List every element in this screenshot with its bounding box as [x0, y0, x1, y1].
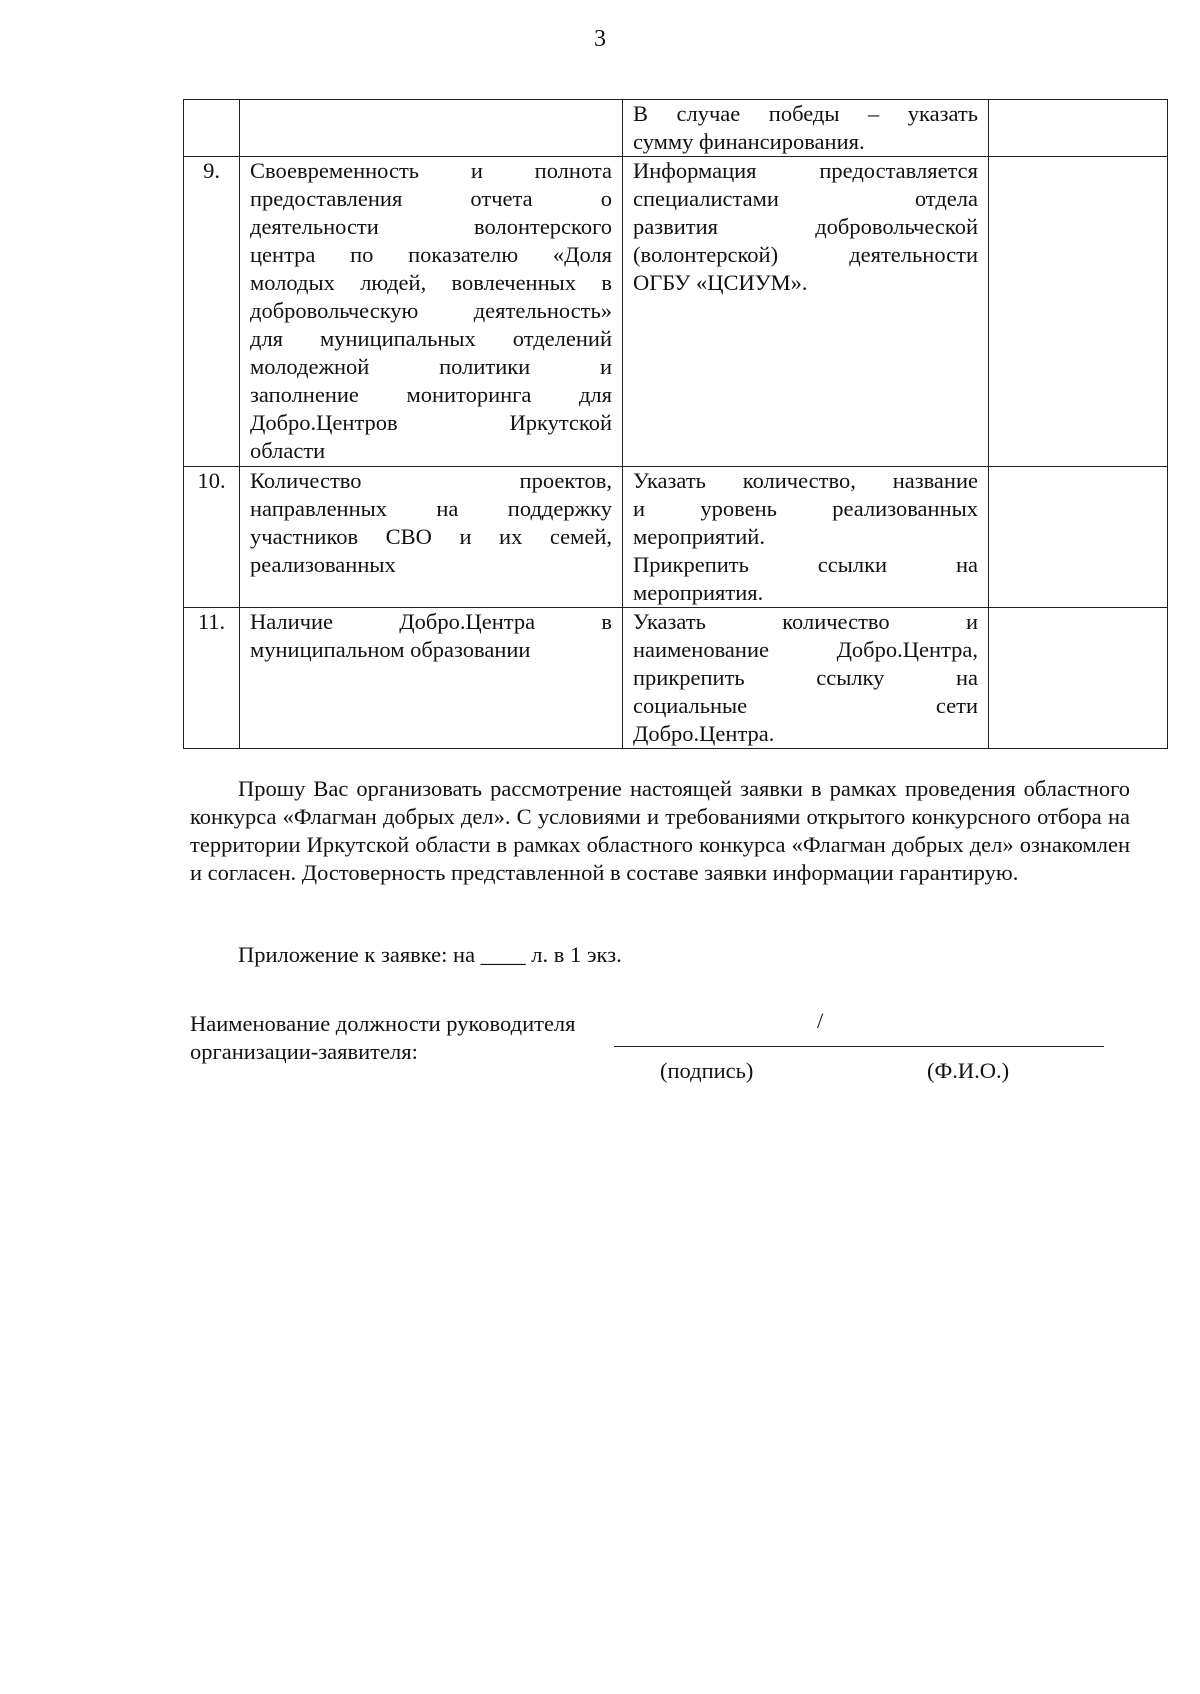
criterion-cell-line: Количество проектов, [250, 468, 612, 493]
info-cell-line: социальные сети [633, 693, 978, 718]
info-cell-line: специалистами отдела [633, 186, 978, 211]
score-cell [989, 608, 1168, 749]
info-cell-line: наименование Добро.Центра, [633, 637, 978, 662]
criterion-cell-line: добровольческую деятельность» [250, 298, 612, 323]
table-row [184, 157, 1168, 467]
info-cell-line: мероприятий. [633, 524, 765, 549]
criterion-cell-line: молодежной политики и [250, 354, 612, 379]
info-cell-line: Прикрепить ссылки на [633, 552, 978, 577]
info-cell-line: Указать количество и [633, 609, 978, 634]
criterion-cell-line: предоставления отчета о [250, 186, 612, 211]
criterion-cell-line: молодых людей, вовлеченных в [250, 270, 612, 295]
criterion-cell-line: Наличие Добро.Центра в [250, 609, 612, 634]
info-cell-line: Указать количество, название [633, 468, 978, 493]
criterion-cell-line: муниципальном образовании [250, 637, 531, 662]
row-number [184, 100, 240, 157]
criterion-cell-line: реализованных [250, 552, 396, 577]
info-cell-line: Информация предоставляется [633, 158, 978, 183]
criterion-cell-line: Добро.Центров Иркутской [250, 410, 612, 435]
criterion-cell [240, 608, 623, 749]
row-number: 11. [184, 608, 240, 749]
row-number: 9. [184, 157, 240, 467]
appendix-line: Приложение к заявке: на ____ л. в 1 экз. [238, 942, 622, 967]
signature-slash: / [817, 1008, 824, 1033]
criterion-cell-line: области [250, 438, 326, 463]
info-cell-line: и уровень реализованных [633, 496, 978, 521]
score-cell [989, 157, 1168, 467]
score-cell [989, 467, 1168, 608]
page-number: 3 [594, 26, 606, 52]
info-cell-line: В случае победы – указать [633, 101, 978, 126]
criteria-table [183, 99, 1168, 749]
criterion-cell-line: деятельности волонтерского [250, 214, 612, 239]
info-cell-line: развития добровольческой [633, 214, 978, 239]
signature-line [614, 1046, 1104, 1047]
table-row [184, 608, 1168, 749]
signature-label-line2: организации-заявителя: [190, 1039, 418, 1064]
criterion-cell-line: для муниципальных отделений [250, 326, 612, 351]
table-row [184, 467, 1168, 608]
criterion-cell [240, 157, 623, 467]
criterion-cell-line: Своевременность и полнота [250, 158, 612, 183]
signature-caption: (подпись) [660, 1058, 754, 1083]
info-cell-line: сумму финансирования. [633, 129, 865, 154]
info-cell [623, 608, 989, 749]
table-row [184, 100, 1168, 157]
request-paragraph: Прошу Вас организовать рассмотрение настоящей заявки в рамках проведения областного конкурса «Флагман добрых дел». С условиями и требованиями открытого конкурсного отбора на территории Иркутской области в рамках областного конкурса «Флагман добрых дел» ознакомлен и согласен. Достоверность представленной в составе заявки информации гарантирую. [190, 776, 1130, 885]
criterion-cell-line: заполнение мониторинга для [250, 382, 612, 407]
row-number: 10. [184, 467, 240, 608]
info-cell [623, 157, 989, 467]
info-cell [623, 100, 989, 157]
info-cell-line: прикрепить ссылку на [633, 665, 978, 690]
info-cell-line: Добро.Центра. [633, 721, 775, 746]
signature-label [190, 1010, 576, 1066]
info-cell-line: ОГБУ «ЦСИУМ». [633, 270, 808, 295]
criterion-cell-line: участников СВО и их семей, [250, 524, 612, 549]
info-cell-line: мероприятия. [633, 580, 764, 605]
score-cell [989, 100, 1168, 157]
info-cell-line: (волонтерской) деятельности [633, 242, 978, 267]
criterion-cell-line: направленных на поддержку [250, 496, 612, 521]
signature-label-line1: Наименование должности руководителя [190, 1011, 576, 1036]
info-cell [623, 467, 989, 608]
criterion-cell [240, 100, 623, 157]
full-name-caption: (Ф.И.О.) [927, 1058, 1010, 1083]
criterion-cell-line: центра по показателю «Доля [250, 242, 612, 267]
criterion-cell [240, 467, 623, 608]
